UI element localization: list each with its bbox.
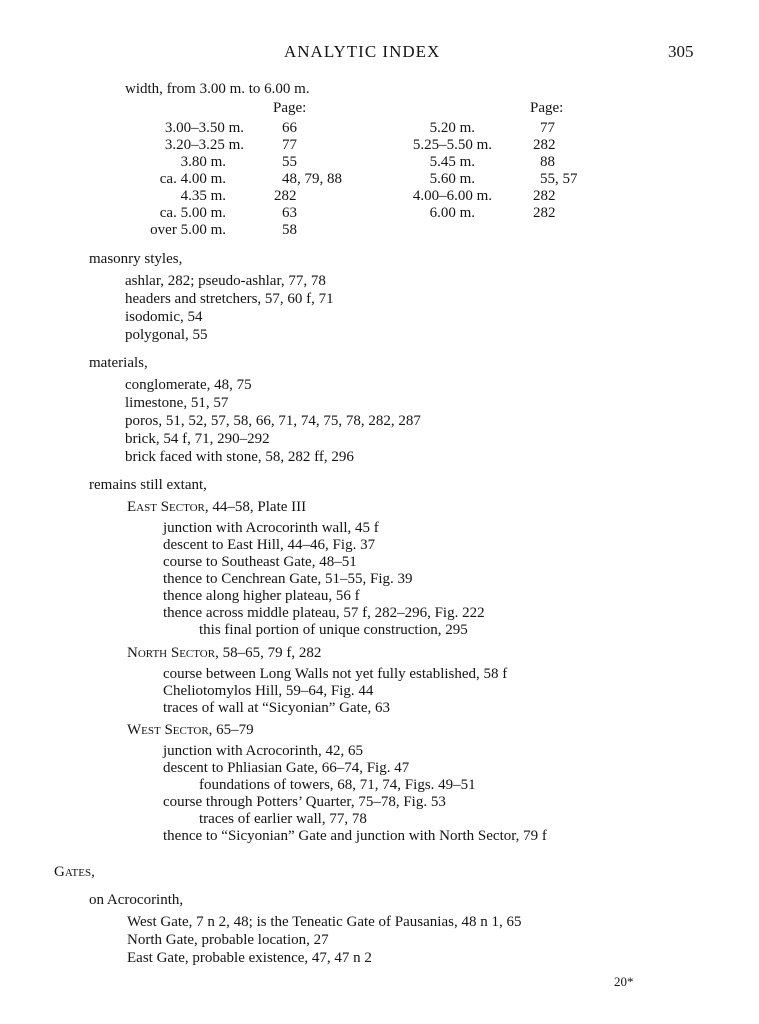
page-column-label-left: Page: [273, 100, 307, 116]
width-page: 77 [540, 120, 555, 136]
width-value: 5.25–5.50 m. [412, 137, 492, 153]
width-page: 58 [282, 222, 297, 238]
width-value: 3.80 m. [180, 154, 226, 170]
index-entry: descent to Phliasian Gate, 66–74, Fig. 47 [163, 760, 410, 776]
index-entry: East Gate, probable existence, 47, 47 n 2 [127, 950, 372, 966]
east-sector-heading [127, 499, 306, 516]
running-head: ANALYTIC INDEX [284, 42, 441, 61]
page-column-label-right: Page: [530, 100, 564, 116]
width-value: 4.00–6.00 m. [412, 188, 492, 204]
index-subentry: traces of earlier wall, 77, 78 [199, 811, 367, 827]
west-sector-heading [127, 722, 254, 739]
width-value: ca. 5.00 m. [159, 205, 226, 221]
width-value: ca. 4.00 m. [159, 171, 226, 187]
index-entry: North Gate, probable location, 27 [127, 932, 329, 948]
index-entry: thence to “Sicyonian” Gate and junction with North Sector, 79 f [163, 828, 547, 844]
width-page: 282 [533, 137, 556, 153]
width-value: over 5.00 m. [150, 222, 226, 238]
width-value: 5.60 m. [429, 171, 475, 187]
signature-mark: 20* [614, 974, 634, 989]
index-entry: brick, 54 f, 71, 290–292 [125, 431, 270, 447]
width-page: 63 [282, 205, 297, 221]
width-page: 88 [540, 154, 555, 170]
page-number: 305 [668, 42, 694, 61]
index-entry: thence to Cenchrean Gate, 51–55, Fig. 39 [163, 571, 413, 587]
north-sector-name: North Sector [127, 645, 216, 661]
north-sector-heading [127, 645, 321, 662]
index-entry: descent to East Hill, 44–46, Fig. 37 [163, 537, 376, 553]
index-entry: junction with Acrocorinth wall, 45 f [163, 520, 379, 536]
gates-subheading: on Acrocorinth, [89, 892, 184, 908]
index-entry: ashlar, 282; pseudo-ashlar, 77, 78 [125, 273, 326, 289]
width-value: 5.20 m. [429, 120, 475, 136]
width-page: 77 [282, 137, 297, 153]
west-sector-refs: , 65–79 [208, 722, 254, 738]
east-sector-name: East Sector [127, 499, 205, 515]
width-heading: width, from 3.00 m. to 6.00 m. [125, 81, 310, 97]
remains-heading: remains still extant, [89, 477, 207, 493]
index-entry: West Gate, 7 n 2, 48; is the Teneatic Gate of Pausanias, 48 n 1, 65 [127, 914, 522, 930]
width-page: 282 [533, 188, 556, 204]
width-value: 3.00–3.50 m. [164, 120, 244, 136]
index-entry: brick faced with stone, 58, 282 ff, 296 [125, 449, 354, 465]
east-sector-refs: , 44–58, Plate III [204, 499, 307, 515]
index-entry: isodomic, 54 [125, 309, 203, 325]
index-subentry: foundations of towers, 68, 71, 74, Figs. 49–51 [199, 777, 476, 793]
index-entry: headers and stretchers, 57, 60 f, 71 [125, 291, 334, 307]
index-entry: junction with Acrocorinth, 42, 65 [163, 743, 363, 759]
width-page: 55 [282, 154, 297, 170]
width-value: 6.00 m. [429, 205, 475, 221]
gates-heading: Gates, [54, 864, 95, 880]
width-page: 48, 79, 88 [282, 171, 342, 187]
index-entry: course to Southeast Gate, 48–51 [163, 554, 357, 570]
width-value: 3.20–3.25 m. [164, 137, 244, 153]
north-sector-refs: , 58–65, 79 f, 282 [215, 645, 322, 661]
index-entry: course through Potters’ Quarter, 75–78, Fig. 53 [163, 794, 446, 810]
width-page: 55, 57 [540, 171, 578, 187]
index-subentry: this final portion of unique construction, 295 [199, 622, 468, 638]
index-entry: traces of wall at “Sicyonian” Gate, 63 [163, 700, 390, 716]
index-entry: Cheliotomylos Hill, 59–64, Fig. 44 [163, 683, 374, 699]
index-entry: thence along higher plateau, 56 f [163, 588, 360, 604]
west-sector-name: West Sector [127, 722, 209, 738]
index-entry: poros, 51, 52, 57, 58, 66, 71, 74, 75, 78, 282, 287 [125, 413, 421, 429]
index-entry: thence across middle plateau, 57 f, 282–296, Fig. 222 [163, 605, 485, 621]
width-value: 5.45 m. [429, 154, 475, 170]
masonry-heading: masonry styles, [89, 251, 183, 267]
width-page: 66 [282, 120, 297, 136]
materials-heading: materials, [89, 355, 148, 371]
width-page: 282 [274, 188, 297, 204]
index-entry: limestone, 51, 57 [125, 395, 229, 411]
width-page: 282 [533, 205, 556, 221]
index-entry: polygonal, 55 [125, 327, 208, 343]
index-entry: conglomerate, 48, 75 [125, 377, 252, 393]
width-value: 4.35 m. [180, 188, 226, 204]
index-entry: course between Long Walls not yet fully established, 58 f [163, 666, 508, 682]
